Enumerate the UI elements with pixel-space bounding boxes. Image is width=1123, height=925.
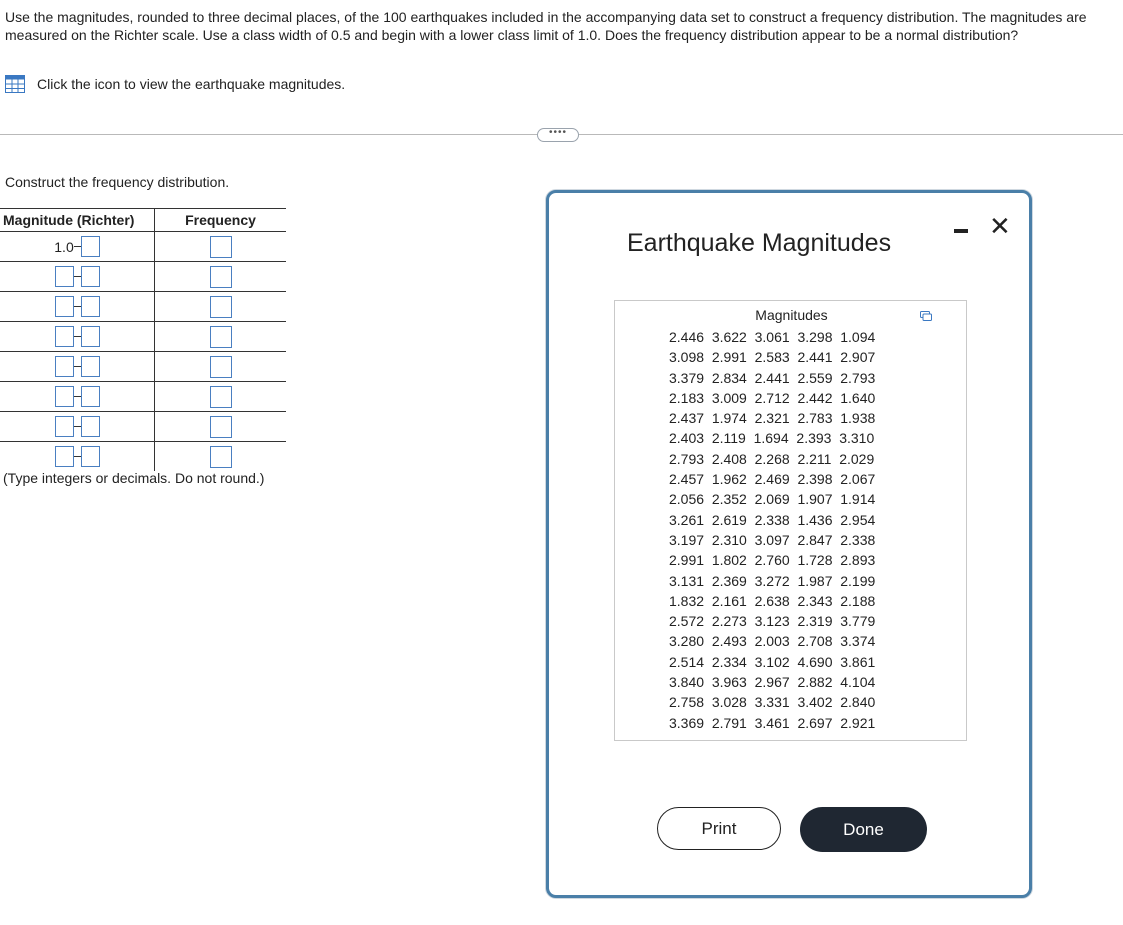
construct-prompt: Construct the frequency distribution. bbox=[5, 174, 230, 190]
lower-limit-input[interactable] bbox=[55, 296, 74, 317]
class-limits-cell bbox=[0, 442, 155, 471]
frequency-input[interactable] bbox=[210, 356, 232, 378]
range-dash bbox=[74, 246, 81, 247]
data-row: 3.840 3.963 2.967 2.882 4.104 bbox=[669, 674, 876, 691]
print-button[interactable]: Print bbox=[657, 807, 781, 850]
data-title: Magnitudes bbox=[755, 307, 828, 323]
table-row bbox=[0, 382, 286, 412]
frequency-cell bbox=[155, 352, 286, 381]
question-text: Use the magnitudes, rounded to three decimal places, of the 100 earthquakes included in the accompanying data set to construct a frequency distribution. The magnitudes are measured on the Richter scale. Use a class width of 0.5 and begin with a lower class limit of 1.0. Does the frequency distribution appear to be a normal distribution? bbox=[5, 9, 1087, 43]
data-row: 2.446 3.622 3.061 3.298 1.094 bbox=[669, 329, 876, 345]
data-row: 3.280 2.493 2.003 2.708 3.374 bbox=[669, 633, 876, 650]
lower-limit-input[interactable] bbox=[55, 266, 74, 287]
frequency-input[interactable] bbox=[210, 326, 232, 348]
data-row: 2.056 2.352 2.069 1.907 1.914 bbox=[669, 491, 876, 508]
header-frequency: Frequency bbox=[185, 212, 256, 228]
table-icon[interactable] bbox=[5, 75, 25, 93]
frequency-table bbox=[0, 208, 286, 471]
frequency-input[interactable] bbox=[210, 236, 232, 258]
upper-limit-input[interactable] bbox=[81, 236, 100, 257]
data-row: 3.261 2.619 2.338 1.436 2.954 bbox=[669, 511, 876, 528]
table-row bbox=[0, 352, 286, 382]
view-data-link[interactable] bbox=[5, 75, 345, 93]
table-row bbox=[0, 292, 286, 322]
upper-limit-input[interactable] bbox=[81, 326, 100, 347]
class-limits-cell bbox=[0, 262, 155, 291]
class-limits-cell bbox=[0, 382, 155, 411]
data-row: 2.437 1.974 2.321 2.783 1.938 bbox=[669, 410, 876, 427]
data-row: 3.098 2.991 2.583 2.441 2.907 bbox=[669, 349, 876, 366]
class-limits-cell bbox=[0, 322, 155, 351]
frequency-cell bbox=[155, 262, 286, 291]
upper-limit-input[interactable] bbox=[81, 416, 100, 437]
frequency-cell bbox=[155, 322, 286, 351]
range-dash bbox=[74, 426, 81, 427]
table-row bbox=[0, 322, 286, 352]
table-row bbox=[0, 262, 286, 292]
magnitudes-data-box bbox=[614, 300, 967, 741]
first-lower-limit: 1.0 bbox=[54, 238, 74, 255]
data-row: 1.832 2.161 2.638 2.343 2.188 bbox=[669, 592, 876, 609]
upper-limit-input[interactable] bbox=[81, 296, 100, 317]
upper-limit-input[interactable] bbox=[81, 446, 100, 467]
header-magnitude: Magnitude (Richter) bbox=[0, 209, 155, 231]
data-row: 2.991 1.802 2.760 1.728 2.893 bbox=[669, 552, 876, 569]
upper-limit-input[interactable] bbox=[81, 386, 100, 407]
lower-limit-input[interactable] bbox=[55, 446, 74, 467]
magnitudes-values bbox=[669, 327, 875, 733]
data-row: 2.793 2.408 2.268 2.211 2.029 bbox=[669, 450, 875, 467]
range-dash bbox=[74, 396, 81, 397]
data-row: 2.403 2.119 1.694 2.393 3.310 bbox=[669, 430, 875, 447]
upper-limit-input[interactable] bbox=[81, 356, 100, 377]
data-row: 2.758 3.028 3.331 3.402 2.840 bbox=[669, 694, 876, 711]
table-row bbox=[0, 412, 286, 442]
modal-title: Earthquake Magnitudes bbox=[627, 229, 892, 257]
frequency-cell bbox=[155, 442, 286, 471]
class-limits-cell bbox=[0, 232, 155, 261]
frequency-input[interactable] bbox=[210, 266, 232, 288]
class-limits-cell bbox=[0, 412, 155, 441]
minimize-icon[interactable] bbox=[954, 229, 968, 233]
more-button[interactable]: •••• bbox=[537, 128, 579, 142]
frequency-cell bbox=[155, 232, 286, 261]
frequency-input[interactable] bbox=[210, 446, 232, 468]
data-row: 3.379 2.834 2.441 2.559 2.793 bbox=[669, 369, 876, 386]
range-dash bbox=[74, 336, 81, 337]
close-icon[interactable]: ✕ bbox=[989, 211, 1011, 241]
done-button[interactable]: Done bbox=[800, 807, 927, 852]
view-data-label[interactable]: Click the icon to view the earthquake magnitudes. bbox=[37, 76, 346, 92]
frequency-input[interactable] bbox=[210, 416, 232, 438]
lower-limit-input[interactable] bbox=[55, 386, 74, 407]
table-row bbox=[0, 232, 286, 262]
data-row: 2.183 3.009 2.712 2.442 1.640 bbox=[669, 389, 876, 406]
class-limits-cell bbox=[0, 292, 155, 321]
class-limits-cell bbox=[0, 352, 155, 381]
table-row bbox=[0, 442, 286, 471]
lower-limit-input[interactable] bbox=[55, 416, 74, 437]
frequency-cell bbox=[155, 382, 286, 411]
copy-icon[interactable] bbox=[920, 311, 932, 321]
data-row: 2.457 1.962 2.469 2.398 2.067 bbox=[669, 471, 876, 488]
data-modal bbox=[546, 190, 1032, 898]
data-row: 3.369 2.791 3.461 2.697 2.921 bbox=[669, 714, 876, 731]
data-row: 3.197 2.310 3.097 2.847 2.338 bbox=[669, 531, 876, 548]
frequency-cell bbox=[155, 292, 286, 321]
frequency-input[interactable] bbox=[210, 386, 232, 408]
data-row: 3.131 2.369 3.272 1.987 2.199 bbox=[669, 572, 876, 589]
lower-limit-input[interactable] bbox=[55, 326, 74, 347]
input-note: (Type integers or decimals. Do not round.) bbox=[3, 470, 265, 486]
data-row: 2.514 2.334 3.102 4.690 3.861 bbox=[669, 653, 876, 670]
range-dash bbox=[74, 366, 81, 367]
lower-limit-input[interactable] bbox=[55, 356, 74, 377]
range-dash bbox=[74, 306, 81, 307]
range-dash bbox=[74, 456, 81, 457]
frequency-input[interactable] bbox=[210, 296, 232, 318]
upper-limit-input[interactable] bbox=[81, 266, 100, 287]
data-row: 2.572 2.273 3.123 2.319 3.779 bbox=[669, 613, 876, 630]
frequency-cell bbox=[155, 412, 286, 441]
range-dash bbox=[74, 276, 81, 277]
table-header bbox=[0, 208, 286, 232]
